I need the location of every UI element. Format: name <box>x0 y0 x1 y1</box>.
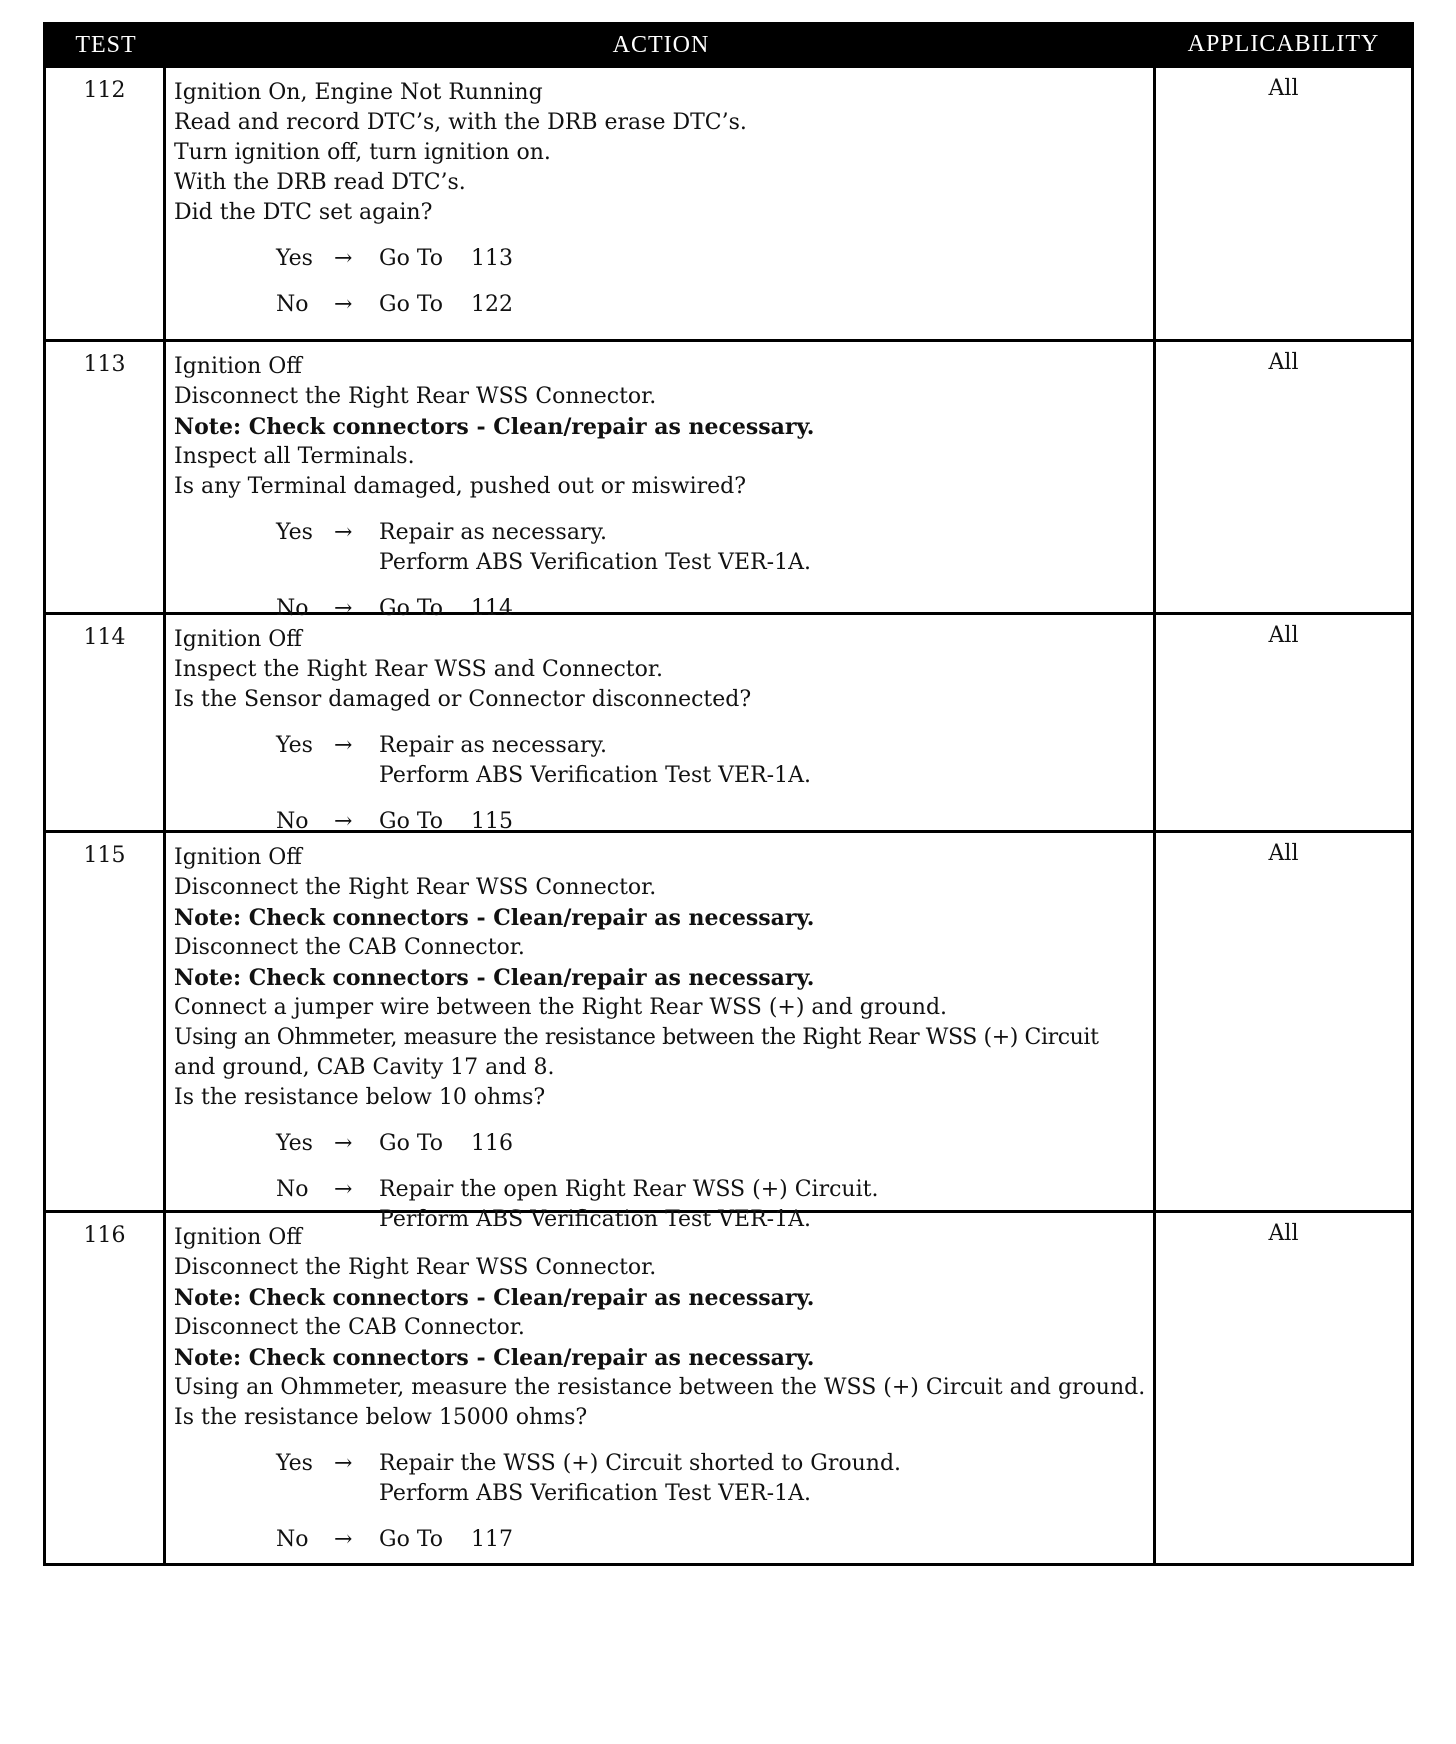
applicability-value: All <box>1268 623 1299 648</box>
arrow-icon: → <box>334 1131 353 1156</box>
arrow-icon: → <box>334 246 353 271</box>
goto-label: Go To <box>379 809 444 834</box>
goto-label: Go To <box>379 292 444 317</box>
arrow-icon: → <box>334 1177 353 1202</box>
action-line: With the DRB read DTC’s. <box>174 170 466 195</box>
action-line: Is the resistance below 15000 ohms? <box>174 1405 588 1430</box>
applicability-value: All <box>1268 1221 1299 1246</box>
test-number: 112 <box>46 68 166 339</box>
action-line: Is the Sensor damaged or Connector disconnected? <box>174 687 752 712</box>
arrow-icon: → <box>334 1451 353 1476</box>
table-row <box>46 830 1411 1232</box>
yes-label: Yes <box>276 1131 313 1156</box>
no-label: No <box>276 1177 309 1202</box>
result-text: Repair the WSS (+) Circuit shorted to Ground. <box>379 1451 902 1476</box>
test-number: 113 <box>46 342 166 612</box>
result-text: Perform ABS Verification Test VER-1A. <box>379 1207 811 1232</box>
action-line: Inspect the Right Rear WSS and Connector. <box>174 657 663 682</box>
no-label: No <box>276 292 309 317</box>
header-action: ACTION <box>612 32 710 58</box>
action-line: Disconnect the Right Rear WSS Connector. <box>174 384 657 409</box>
yes-branch <box>276 244 1147 274</box>
action-line: and ground, CAB Cavity 17 and 8. <box>174 1055 555 1080</box>
result-text: Perform ABS Verification Test VER-1A. <box>379 550 811 575</box>
note-line: Note: Check connectors - Clean/repair as necessary. <box>174 905 815 931</box>
goto-label: Go To <box>379 1527 444 1552</box>
action-line: Using an Ohmmeter, measure the resistance between the WSS (+) Circuit and ground. <box>174 1375 1146 1400</box>
action-cell <box>166 342 1156 621</box>
applicability-value: All <box>1268 350 1299 375</box>
goto-target: 122 <box>471 292 513 317</box>
action-line: Is the resistance below 10 ohms? <box>174 1085 546 1110</box>
result-text: Perform ABS Verification Test VER-1A. <box>379 1481 811 1506</box>
result-text: Repair as necessary. <box>379 733 607 758</box>
action-line: Read and record DTC’s, with the DRB erase DTC’s. <box>174 110 747 135</box>
goto-label: Go To <box>379 1131 444 1156</box>
action-line: Ignition Off <box>174 354 302 379</box>
yes-branch <box>276 1449 1147 1509</box>
action-line: Ignition Off <box>174 845 302 870</box>
action-line: Did the DTC set again? <box>174 200 433 225</box>
action-line: Using an Ohmmeter, measure the resistance between the Right Rear WSS (+) Circuit <box>174 1025 1099 1050</box>
result-text: Repair the open Right Rear WSS (+) Circuit. <box>379 1177 879 1202</box>
no-label: No <box>276 809 309 834</box>
note-line: Note: Check connectors - Clean/repair as necessary. <box>174 965 815 991</box>
action-line: Ignition Off <box>174 1225 302 1250</box>
table-row <box>46 1210 1411 1563</box>
goto-target: 115 <box>471 809 513 834</box>
applicability-value: All <box>1268 76 1299 101</box>
goto-target: 116 <box>471 1131 513 1156</box>
action-line: Disconnect the CAB Connector. <box>174 935 525 960</box>
no-branch <box>276 1525 1147 1555</box>
note-line: Note: Check connectors - Clean/repair as necessary. <box>174 1285 815 1311</box>
test-number: 116 <box>46 1213 166 1563</box>
result-text: Repair as necessary. <box>379 520 607 545</box>
arrow-icon: → <box>334 292 353 317</box>
yes-label: Yes <box>276 520 313 545</box>
action-line: Disconnect the Right Rear WSS Connector. <box>174 875 657 900</box>
header-test: TEST <box>75 32 137 58</box>
arrow-icon: → <box>334 809 353 834</box>
yes-label: Yes <box>276 733 313 758</box>
note-line: Note: Check connectors - Clean/repair as necessary. <box>174 1345 815 1371</box>
yes-label: Yes <box>276 1451 313 1476</box>
applicability-value: All <box>1268 841 1299 866</box>
table-header <box>46 25 1411 65</box>
test-number: 115 <box>46 833 166 1210</box>
no-label: No <box>276 596 309 621</box>
yes-branch <box>276 731 1147 791</box>
no-label: No <box>276 1527 309 1552</box>
action-line: Disconnect the Right Rear WSS Connector. <box>174 1255 657 1280</box>
goto-target: 114 <box>471 596 513 621</box>
table-row <box>46 339 1411 621</box>
header-applicability: APPLICABILITY <box>1187 31 1380 57</box>
arrow-icon: → <box>334 1527 353 1552</box>
no-branch <box>276 290 1147 320</box>
result-text: Perform ABS Verification Test VER-1A. <box>379 763 811 788</box>
arrow-icon: → <box>334 520 353 545</box>
action-line: Connect a jumper wire between the Right Rear WSS (+) and ground. <box>174 995 948 1020</box>
arrow-icon: → <box>334 596 353 621</box>
action-line: Ignition Off <box>174 627 302 652</box>
goto-label: Go To <box>379 596 444 621</box>
table-row <box>46 612 1411 834</box>
yes-branch <box>276 518 1147 578</box>
goto-target: 117 <box>471 1527 513 1552</box>
goto-label: Go To <box>379 246 444 271</box>
diagnostic-table <box>43 22 1414 1566</box>
action-cell <box>166 1213 1156 1563</box>
yes-branch <box>276 1129 1147 1159</box>
table-row <box>46 65 1411 339</box>
yes-label: Yes <box>276 246 313 271</box>
action-line: Disconnect the CAB Connector. <box>174 1315 525 1340</box>
action-line: Inspect all Terminals. <box>174 444 415 469</box>
action-line: Turn ignition off, turn ignition on. <box>174 140 551 165</box>
goto-target: 113 <box>471 246 513 271</box>
action-cell <box>166 68 1156 339</box>
action-cell <box>166 615 1156 834</box>
arrow-icon: → <box>334 733 353 758</box>
action-line: Ignition On, Engine Not Running <box>174 80 543 105</box>
test-number: 114 <box>46 615 166 830</box>
action-cell <box>166 833 1156 1232</box>
note-line: Note: Check connectors - Clean/repair as necessary. <box>174 414 815 440</box>
action-line: Is any Terminal damaged, pushed out or miswired? <box>174 474 747 499</box>
